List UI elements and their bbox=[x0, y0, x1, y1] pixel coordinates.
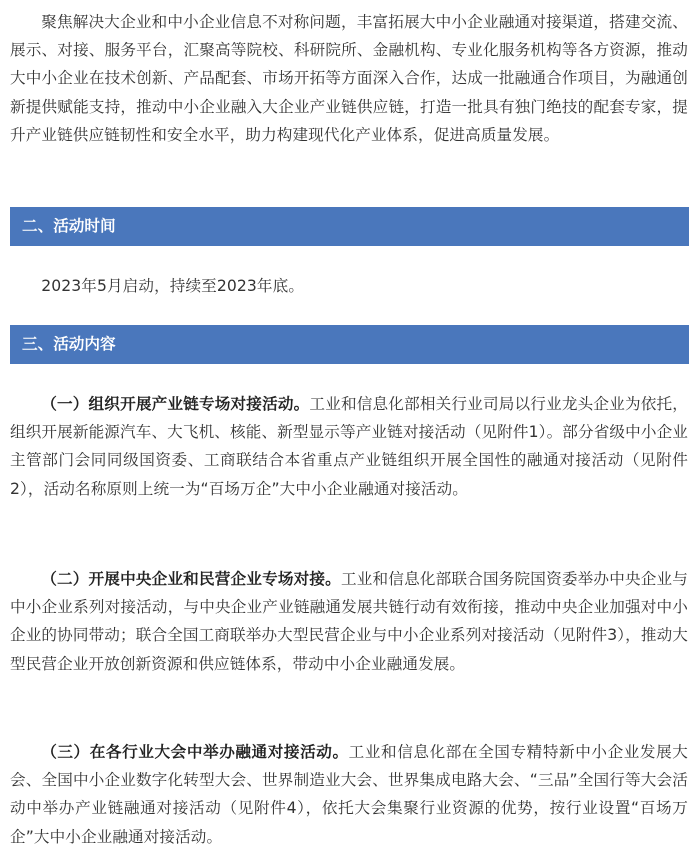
content-item-1-lead: （一）组织开展产业链专场对接活动。 bbox=[41, 395, 310, 413]
intro-paragraph: 聚焦解决大企业和中小企业信息不对称问题，丰富拓展大中小企业融通对接渠道，搭建交流、展示、对接、服务平台，汇聚高等院校、科研院所、金融机构、专业化服务机构等各方资源，推动大中小企业在技术创新、产品配套、市场开拓等方面深入合作，达成一批融通合作项目，为融通创新提供赋能支持，推动中小企业融入大企业产业链供应链，打造一批具有独门绝技的配套专家，提升产业链供应链韧性和安全水平，助力构建现代化产业体系，促进高质量发展。 bbox=[10, 13, 688, 144]
content-item-2-lead: （二）开展中央企业和民营企业专场对接。 bbox=[41, 570, 341, 588]
activity-time-text: 2023年5月启动，持续至2023年底。 bbox=[41, 277, 305, 295]
content-item-2 bbox=[0, 565, 696, 678]
content-item-3-body: 工业和信息化部在全国专精特新中小企业发展大会、全国中小企业数字化转型大会、世界制造业大会、世界集成电路大会、“三品”全国行等大会活动中举办产业链融通对接活动（见附件4），依托大会集聚行业资源的优势，按行业设置“百场万企”大中小企业融通对接活动。 bbox=[10, 743, 688, 846]
section-heading-activity-content: 三、活动内容 bbox=[10, 325, 689, 364]
content-item-1-body: 工业和信息化部相关行业司局以行业龙头企业为依托，组织开展新能源汽车、大飞机、核能、新型显示等产业链对接活动（见附件1）。部分省级中小企业主管部门会同同级国资委、工商联结合本省重点产业链组织开展全国性的融通对接活动（见附件2），活动名称原则上统一为“百场万企”大中小企业融通对接活动。 bbox=[10, 395, 689, 498]
section-heading-activity-time: 二、活动时间 bbox=[10, 207, 689, 246]
content-item-1 bbox=[0, 390, 696, 503]
content-item-2-body: 工业和信息化部联合国务院国资委举办中央企业与中小企业系列对接活动，与中央企业产业链融通发展共链行动有效衔接，推动中央企业加强对中小企业的协同带动；联合全国工商联举办大型民营企业与中小企业系列对接活动（见附件3），推动大型民营企业开放创新资源和供应链体系，带动中小企业融通发展。 bbox=[10, 570, 688, 673]
content-item-3 bbox=[0, 738, 696, 851]
content-item-3-lead: （三）在各行业大会中举办融通对接活动。 bbox=[41, 743, 349, 761]
